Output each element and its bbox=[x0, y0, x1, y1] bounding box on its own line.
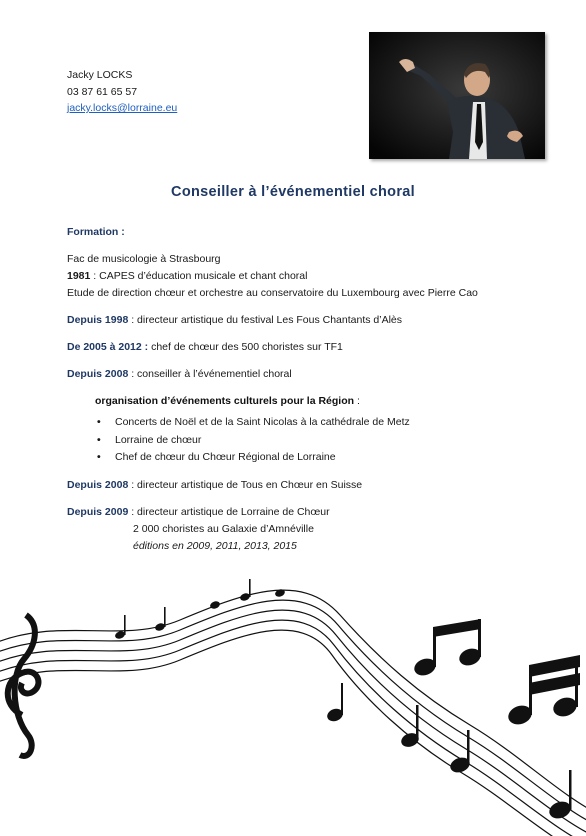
sub-heading bbox=[95, 393, 537, 410]
entry-text: : conseiller à l’événementiel choral bbox=[128, 368, 292, 380]
events-list bbox=[67, 414, 537, 467]
entry-text: : directeur artistique du festival Les Fous Chantants d’Alès bbox=[128, 314, 403, 326]
entry-2008-suisse bbox=[67, 477, 537, 494]
contact-name: Jacky LOCKS bbox=[67, 69, 133, 81]
list-item: • Lorraine de chœur bbox=[115, 432, 537, 450]
list-item: • Concerts de Noël et de la Saint Nicolas à la cathédrale de Metz bbox=[115, 414, 537, 432]
formation-line-2-text: : CAPES d’éducation musicale et chant choral bbox=[90, 270, 308, 282]
entry-2008-conseiller bbox=[67, 366, 537, 383]
entry-2009-line-3: éditions en 2009, 2011, 2013, 2015 bbox=[133, 539, 297, 552]
entry-2009-line-2: 2 000 choristes au Galaxie d’Amnéville bbox=[133, 522, 314, 535]
entry-date: Depuis 1998 bbox=[67, 314, 129, 326]
contact-phone: 03 87 61 65 57 bbox=[67, 85, 138, 98]
entry-date: Depuis 2009 bbox=[67, 505, 129, 518]
conductor-photo bbox=[369, 32, 545, 159]
entry-text: chef de chœur des 500 choristes sur TF1 bbox=[148, 341, 343, 353]
formation-line-2 bbox=[67, 268, 537, 285]
page-title: Conseiller à l’événementiel choral bbox=[171, 184, 415, 200]
formation-line-3: Etude de direction chœur et orchestre au conservatoire du Luxembourg avec Pierre Cao bbox=[67, 287, 478, 299]
entry-2009 bbox=[67, 504, 537, 521]
formation-heading: Formation : bbox=[67, 226, 125, 238]
entry-text: : directeur artistique de Tous en Chœur en Suisse bbox=[128, 478, 363, 491]
list-item: • Chef de chœur du Chœur Régional de Lorraine bbox=[115, 449, 537, 467]
formation-year: 1981 bbox=[67, 270, 91, 282]
cv-body bbox=[67, 224, 537, 555]
entry-date: De 2005 à 2012 : bbox=[67, 341, 149, 353]
sub-heading-text: organisation d’événements culturels pour la Région bbox=[95, 395, 355, 407]
entry-date: Depuis 2008 bbox=[67, 478, 129, 491]
contact-email-link[interactable]: jacky.locks@lorraine.eu bbox=[67, 102, 178, 114]
entry-2005-2012 bbox=[67, 339, 537, 356]
entry-1998 bbox=[67, 312, 537, 329]
music-staff-illustration bbox=[0, 575, 586, 836]
sub-heading-colon: : bbox=[354, 395, 360, 407]
entry-date: Depuis 2008 bbox=[67, 368, 129, 380]
formation-line-1: Fac de musicologie à Strasbourg bbox=[67, 253, 221, 265]
entry-text: : directeur artistique de Lorraine de Chœur bbox=[128, 505, 330, 518]
contact-block bbox=[67, 67, 177, 117]
